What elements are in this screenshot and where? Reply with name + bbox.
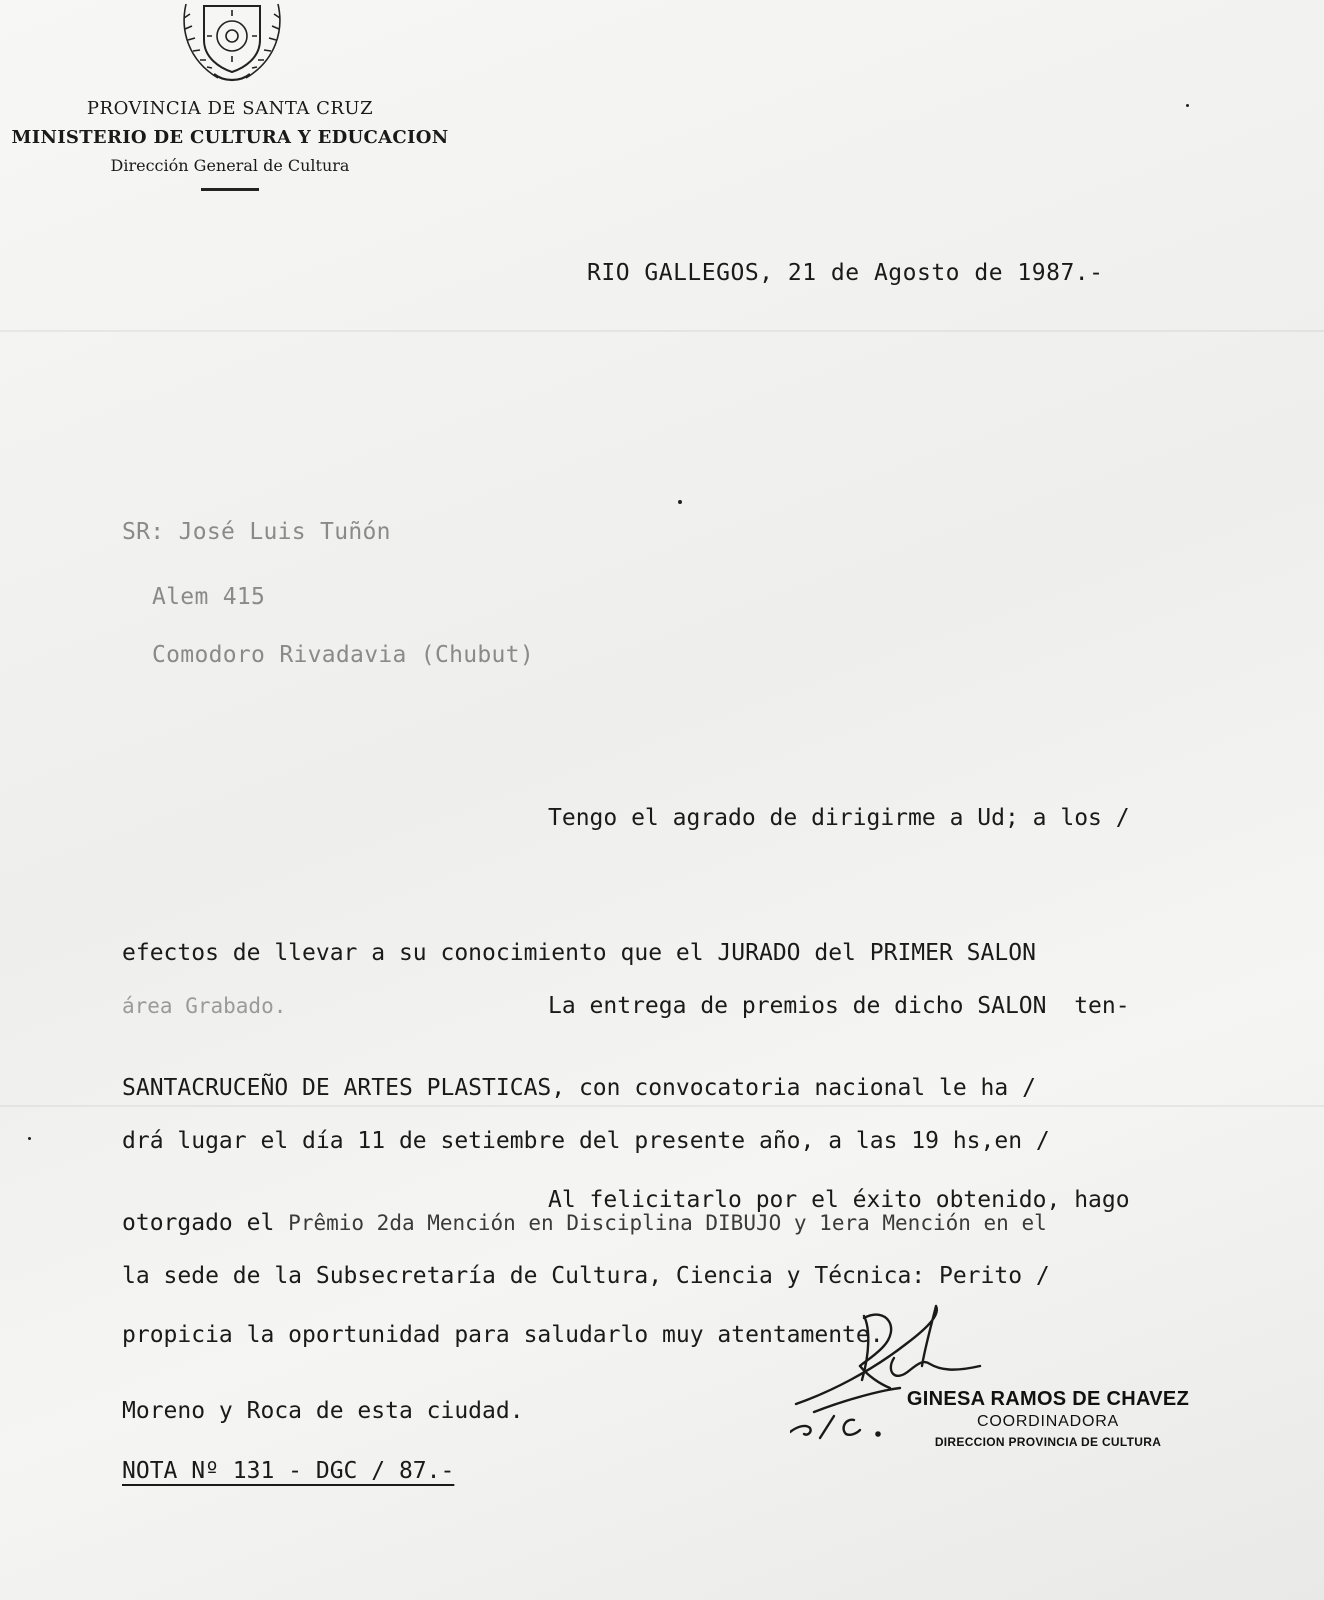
coat-of-arms-seal-icon bbox=[178, 0, 286, 86]
signatory-office: DIRECCION PROVINCIA DE CULTURA bbox=[934, 1435, 1162, 1449]
signatory-name: GINESA RAMOS DE CHAVEZ bbox=[906, 1388, 1190, 1410]
body-line bbox=[122, 1178, 1130, 1223]
award-insert-continuation: área Grabado. bbox=[122, 994, 287, 1018]
body-text: Al felicitarlo por el éxito obtenido, hago bbox=[548, 1187, 1130, 1213]
body-text: La entrega de premios de dicho SALON ten- bbox=[548, 993, 1130, 1019]
body-line bbox=[122, 796, 1130, 841]
paper-fold bbox=[0, 330, 1324, 332]
paper-speck bbox=[678, 500, 682, 504]
award-insert-text: Prêmio 2da Mención en Disciplina DIBUJO y 1era Mención en el bbox=[288, 1211, 1047, 1235]
province-heading: PROVINCIA DE SANTA CRUZ bbox=[86, 98, 374, 119]
ministry-heading: MINISTERIO DE CULTURA Y EDUCACION bbox=[11, 127, 449, 148]
recipient-name: SR: José Luis Tuñón bbox=[122, 519, 391, 545]
paper-speck bbox=[28, 1137, 31, 1140]
body-line: efectos de llevar a su conocimiento que el JURADO del PRIMER SALON bbox=[122, 940, 1036, 966]
body-line: Moreno y Roca de esta ciudad. bbox=[122, 1398, 524, 1424]
signature-stamp bbox=[888, 1388, 1208, 1449]
signatory-title: COORDINADORA bbox=[976, 1413, 1120, 1430]
reference-text: NOTA Nº 131 - DGC / 87.- bbox=[122, 1458, 455, 1484]
reference-number bbox=[122, 1458, 454, 1484]
body-line: SANTACRUCEÑO DE ARTES PLASTICAS, con convocatoria nacional le ha / bbox=[122, 1075, 1036, 1101]
recipient-city: Comodoro Rivadavia (Chubut) bbox=[152, 642, 534, 668]
body-text: Tengo el agrado de dirigirme a Ud; a los / bbox=[548, 805, 1130, 831]
paper-speck bbox=[1186, 104, 1189, 107]
letterhead bbox=[0, 94, 480, 191]
body-line: la sede de la Subsecretaría de Cultura, Ciencia y Técnica: Perito / bbox=[122, 1263, 1050, 1289]
letterhead-rule bbox=[201, 188, 259, 191]
recipient-street: Alem 415 bbox=[152, 584, 266, 610]
body-line bbox=[122, 984, 1130, 1029]
date-line: RIO GALLEGOS, 21 de Agosto de 1987.- bbox=[587, 260, 1104, 286]
body-text: otorgado el bbox=[122, 1210, 289, 1236]
direction-heading: Dirección General de Cultura bbox=[110, 156, 350, 175]
body-line: drá lugar el día 11 de setiembre del presente año, a las 19 hs,en / bbox=[122, 1128, 1050, 1154]
body-line: propicia la oportunidad para saludarlo muy atentamente. bbox=[122, 1322, 884, 1348]
